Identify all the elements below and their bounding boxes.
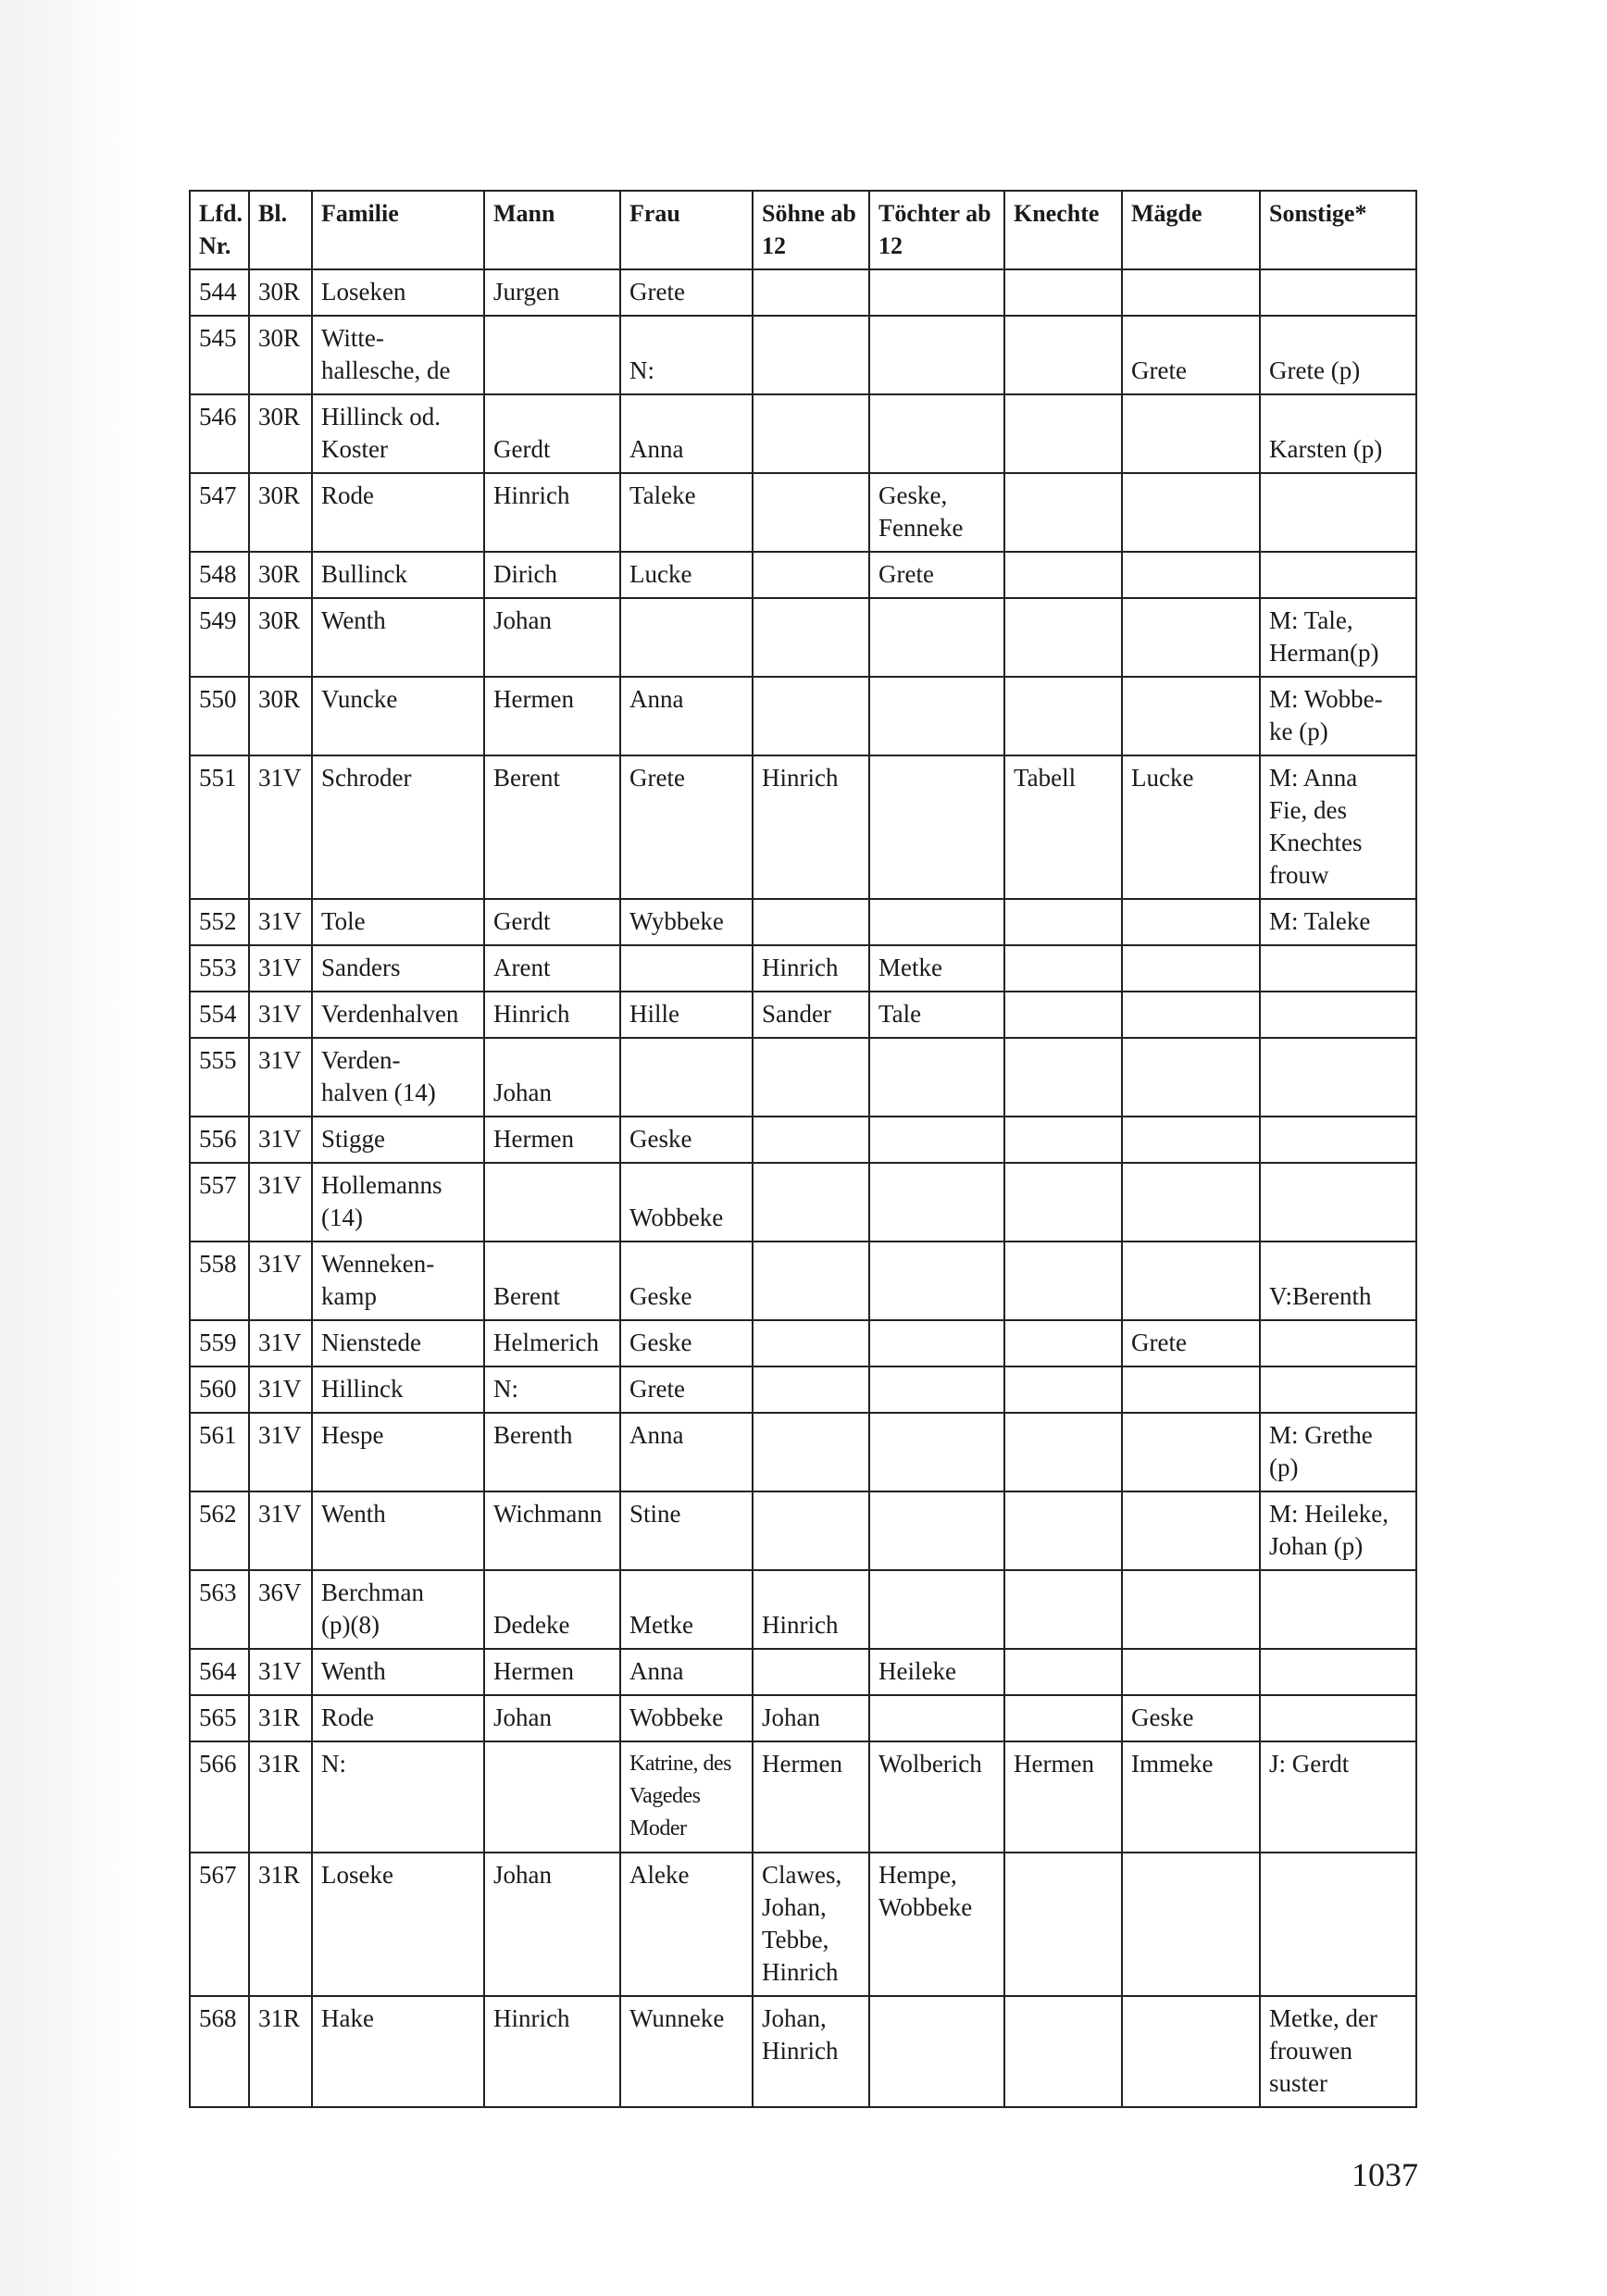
cell-bl: 31R bbox=[249, 1741, 312, 1853]
cell-soehne bbox=[753, 677, 869, 755]
header-lfd-nr: Lfd. Nr. bbox=[190, 191, 249, 269]
cell-maegde: Immeke bbox=[1122, 1741, 1260, 1853]
cell-bl: 30R bbox=[249, 316, 312, 394]
cell-mann: Dirich bbox=[484, 552, 620, 598]
cell-sonstige: M: Heileke, Johan (p) bbox=[1260, 1491, 1416, 1570]
cell-toechter bbox=[869, 1996, 1004, 2107]
cell-toechter bbox=[869, 1491, 1004, 1570]
cell-bl: 30R bbox=[249, 473, 312, 552]
cell-toechter: Geske, Fenneke bbox=[869, 473, 1004, 552]
table-row bbox=[190, 1649, 1416, 1695]
table-row bbox=[190, 1366, 1416, 1413]
cell-frau: Lucke bbox=[620, 552, 753, 598]
cell-familie: Verdenhalven bbox=[312, 992, 484, 1038]
cell-familie: Berchman (p)(8) bbox=[312, 1570, 484, 1649]
cell-familie: Bullinck bbox=[312, 552, 484, 598]
cell-maegde bbox=[1122, 1038, 1260, 1117]
cell-bl: 30R bbox=[249, 394, 312, 473]
page-number: 1037 bbox=[1352, 2156, 1418, 2193]
cell-lfd-nr: 546 bbox=[190, 394, 249, 473]
household-register-table bbox=[189, 190, 1417, 2108]
cell-sonstige bbox=[1260, 1649, 1416, 1695]
cell-toechter bbox=[869, 269, 1004, 316]
cell-bl: 36V bbox=[249, 1570, 312, 1649]
cell-familie: Hillinck od. Koster bbox=[312, 394, 484, 473]
cell-maegde bbox=[1122, 1853, 1260, 1996]
cell-bl: 31V bbox=[249, 1366, 312, 1413]
cell-sonstige: M: Grethe (p) bbox=[1260, 1413, 1416, 1491]
cell-frau: N: bbox=[620, 316, 753, 394]
cell-maegde: Lucke bbox=[1122, 755, 1260, 899]
cell-maegde bbox=[1122, 1996, 1260, 2107]
cell-maegde bbox=[1122, 992, 1260, 1038]
cell-mann bbox=[484, 316, 620, 394]
cell-knechte bbox=[1004, 1038, 1122, 1117]
cell-frau bbox=[620, 945, 753, 992]
cell-frau: Anna bbox=[620, 1649, 753, 1695]
cell-bl: 30R bbox=[249, 598, 312, 677]
cell-maegde bbox=[1122, 945, 1260, 992]
cell-soehne: Hinrich bbox=[753, 1570, 869, 1649]
cell-mann: Johan bbox=[484, 598, 620, 677]
table-row bbox=[190, 1320, 1416, 1366]
table-header-row bbox=[190, 191, 1416, 269]
cell-soehne bbox=[753, 473, 869, 552]
cell-lfd-nr: 544 bbox=[190, 269, 249, 316]
cell-soehne: Hinrich bbox=[753, 755, 869, 899]
table-row bbox=[190, 1996, 1416, 2107]
table-row bbox=[190, 473, 1416, 552]
table-row bbox=[190, 899, 1416, 945]
cell-mann bbox=[484, 1741, 620, 1853]
cell-soehne bbox=[753, 394, 869, 473]
table-row bbox=[190, 316, 1416, 394]
cell-maegde bbox=[1122, 1242, 1260, 1320]
cell-lfd-nr: 549 bbox=[190, 598, 249, 677]
cell-soehne bbox=[753, 1242, 869, 1320]
table-row bbox=[190, 1413, 1416, 1491]
cell-lfd-nr: 566 bbox=[190, 1741, 249, 1853]
cell-soehne: Johan, Hinrich bbox=[753, 1996, 869, 2107]
cell-knechte bbox=[1004, 1242, 1122, 1320]
cell-frau: Aleke bbox=[620, 1853, 753, 1996]
table-row bbox=[190, 1117, 1416, 1163]
cell-familie: Loseken bbox=[312, 269, 484, 316]
cell-soehne bbox=[753, 269, 869, 316]
header-familie: Familie bbox=[312, 191, 484, 269]
cell-frau: Metke bbox=[620, 1570, 753, 1649]
table-row bbox=[190, 598, 1416, 677]
header-frau: Frau bbox=[620, 191, 753, 269]
header-toechter: Töchter ab 12 bbox=[869, 191, 1004, 269]
cell-frau: Anna bbox=[620, 677, 753, 755]
cell-bl: 31V bbox=[249, 1649, 312, 1695]
cell-lfd-nr: 554 bbox=[190, 992, 249, 1038]
cell-sonstige: Karsten (p) bbox=[1260, 394, 1416, 473]
header-knechte: Knechte bbox=[1004, 191, 1122, 269]
cell-lfd-nr: 558 bbox=[190, 1242, 249, 1320]
cell-frau: Taleke bbox=[620, 473, 753, 552]
cell-sonstige: J: Gerdt bbox=[1260, 1741, 1416, 1853]
cell-frau bbox=[620, 598, 753, 677]
cell-toechter bbox=[869, 1570, 1004, 1649]
cell-sonstige bbox=[1260, 945, 1416, 992]
cell-familie: Wenneken- kamp bbox=[312, 1242, 484, 1320]
cell-mann: Hinrich bbox=[484, 473, 620, 552]
table-row bbox=[190, 755, 1416, 899]
cell-frau: Grete bbox=[620, 269, 753, 316]
cell-toechter: Wolberich bbox=[869, 1741, 1004, 1853]
cell-maegde bbox=[1122, 269, 1260, 316]
cell-bl: 31R bbox=[249, 1996, 312, 2107]
cell-sonstige bbox=[1260, 269, 1416, 316]
header-mann: Mann bbox=[484, 191, 620, 269]
cell-maegde bbox=[1122, 1117, 1260, 1163]
cell-maegde: Grete bbox=[1122, 316, 1260, 394]
page-edge-shadow bbox=[0, 0, 139, 2296]
cell-soehne bbox=[753, 1649, 869, 1695]
cell-maegde bbox=[1122, 552, 1260, 598]
cell-sonstige bbox=[1260, 1695, 1416, 1741]
cell-lfd-nr: 560 bbox=[190, 1366, 249, 1413]
table-row bbox=[190, 394, 1416, 473]
table-row bbox=[190, 269, 1416, 316]
cell-bl: 31V bbox=[249, 1491, 312, 1570]
cell-toechter bbox=[869, 899, 1004, 945]
cell-sonstige bbox=[1260, 1366, 1416, 1413]
cell-sonstige bbox=[1260, 1853, 1416, 1996]
cell-familie: Hollemanns (14) bbox=[312, 1163, 484, 1242]
cell-mann bbox=[484, 1163, 620, 1242]
cell-mann: N: bbox=[484, 1366, 620, 1413]
cell-soehne: Sander bbox=[753, 992, 869, 1038]
cell-bl: 30R bbox=[249, 677, 312, 755]
cell-sonstige bbox=[1260, 1117, 1416, 1163]
cell-knechte bbox=[1004, 1695, 1122, 1741]
cell-frau: Anna bbox=[620, 1413, 753, 1491]
cell-soehne bbox=[753, 598, 869, 677]
cell-familie: Hillinck bbox=[312, 1366, 484, 1413]
cell-knechte bbox=[1004, 1320, 1122, 1366]
table-row bbox=[190, 1741, 1416, 1853]
cell-frau: Stine bbox=[620, 1491, 753, 1570]
cell-mann: Johan bbox=[484, 1038, 620, 1117]
cell-familie: Tole bbox=[312, 899, 484, 945]
cell-knechte bbox=[1004, 1996, 1122, 2107]
table-row bbox=[190, 677, 1416, 755]
cell-lfd-nr: 556 bbox=[190, 1117, 249, 1163]
cell-familie: Wenth bbox=[312, 1649, 484, 1695]
cell-bl: 31V bbox=[249, 899, 312, 945]
cell-toechter bbox=[869, 1117, 1004, 1163]
cell-toechter bbox=[869, 1163, 1004, 1242]
cell-knechte bbox=[1004, 1117, 1122, 1163]
cell-lfd-nr: 550 bbox=[190, 677, 249, 755]
cell-maegde bbox=[1122, 1163, 1260, 1242]
cell-familie: N: bbox=[312, 1741, 484, 1853]
cell-bl: 31V bbox=[249, 1038, 312, 1117]
cell-knechte bbox=[1004, 473, 1122, 552]
cell-frau bbox=[620, 1038, 753, 1117]
table-row bbox=[190, 1570, 1416, 1649]
cell-maegde bbox=[1122, 473, 1260, 552]
cell-familie: Schroder bbox=[312, 755, 484, 899]
cell-sonstige bbox=[1260, 473, 1416, 552]
cell-knechte bbox=[1004, 899, 1122, 945]
cell-maegde bbox=[1122, 677, 1260, 755]
cell-bl: 31R bbox=[249, 1695, 312, 1741]
cell-frau: Geske bbox=[620, 1320, 753, 1366]
cell-soehne bbox=[753, 1366, 869, 1413]
cell-mann: Helmerich bbox=[484, 1320, 620, 1366]
cell-soehne bbox=[753, 1413, 869, 1491]
table-row bbox=[190, 1695, 1416, 1741]
cell-bl: 31V bbox=[249, 992, 312, 1038]
cell-knechte bbox=[1004, 945, 1122, 992]
cell-sonstige: M: Tale, Herman(p) bbox=[1260, 598, 1416, 677]
cell-lfd-nr: 552 bbox=[190, 899, 249, 945]
table-row bbox=[190, 1491, 1416, 1570]
cell-knechte bbox=[1004, 552, 1122, 598]
cell-familie: Sanders bbox=[312, 945, 484, 992]
cell-frau: Geske bbox=[620, 1242, 753, 1320]
cell-sonstige bbox=[1260, 992, 1416, 1038]
cell-mann: Hermen bbox=[484, 1117, 620, 1163]
cell-soehne: Hinrich bbox=[753, 945, 869, 992]
cell-soehne bbox=[753, 552, 869, 598]
cell-lfd-nr: 559 bbox=[190, 1320, 249, 1366]
cell-knechte bbox=[1004, 269, 1122, 316]
cell-maegde bbox=[1122, 1413, 1260, 1491]
cell-knechte bbox=[1004, 1570, 1122, 1649]
cell-toechter bbox=[869, 1413, 1004, 1491]
cell-soehne bbox=[753, 899, 869, 945]
cell-sonstige: M: Anna Fie, des Knechtes frouw bbox=[1260, 755, 1416, 899]
cell-lfd-nr: 564 bbox=[190, 1649, 249, 1695]
cell-frau: Wobbeke bbox=[620, 1695, 753, 1741]
cell-toechter bbox=[869, 1242, 1004, 1320]
cell-sonstige bbox=[1260, 552, 1416, 598]
cell-mann: Jurgen bbox=[484, 269, 620, 316]
cell-mann: Dedeke bbox=[484, 1570, 620, 1649]
cell-knechte bbox=[1004, 1413, 1122, 1491]
cell-frau: Grete bbox=[620, 1366, 753, 1413]
cell-lfd-nr: 561 bbox=[190, 1413, 249, 1491]
cell-familie: Wenth bbox=[312, 598, 484, 677]
cell-familie: Hespe bbox=[312, 1413, 484, 1491]
cell-toechter bbox=[869, 677, 1004, 755]
cell-soehne bbox=[753, 1117, 869, 1163]
cell-toechter: Metke bbox=[869, 945, 1004, 992]
cell-lfd-nr: 563 bbox=[190, 1570, 249, 1649]
cell-frau: Geske bbox=[620, 1117, 753, 1163]
cell-mann: Berent bbox=[484, 1242, 620, 1320]
cell-lfd-nr: 545 bbox=[190, 316, 249, 394]
cell-maegde bbox=[1122, 394, 1260, 473]
cell-maegde bbox=[1122, 1366, 1260, 1413]
cell-frau: Wunneke bbox=[620, 1996, 753, 2107]
cell-knechte bbox=[1004, 316, 1122, 394]
table-row bbox=[190, 1242, 1416, 1320]
header-soehne: Söhne ab 12 bbox=[753, 191, 869, 269]
table-body bbox=[190, 269, 1416, 2107]
cell-toechter bbox=[869, 316, 1004, 394]
table-row bbox=[190, 1853, 1416, 1996]
table-row bbox=[190, 552, 1416, 598]
cell-toechter bbox=[869, 1366, 1004, 1413]
cell-knechte bbox=[1004, 1649, 1122, 1695]
cell-sonstige: Grete (p) bbox=[1260, 316, 1416, 394]
table-row bbox=[190, 992, 1416, 1038]
cell-lfd-nr: 568 bbox=[190, 1996, 249, 2107]
cell-maegde bbox=[1122, 1649, 1260, 1695]
cell-frau: Grete bbox=[620, 755, 753, 899]
cell-frau: Hille bbox=[620, 992, 753, 1038]
cell-bl: 31V bbox=[249, 1320, 312, 1366]
cell-mann: Hinrich bbox=[484, 1996, 620, 2107]
cell-familie: Witte- hallesche, de bbox=[312, 316, 484, 394]
cell-toechter bbox=[869, 755, 1004, 899]
cell-knechte: Hermen bbox=[1004, 1741, 1122, 1853]
cell-lfd-nr: 551 bbox=[190, 755, 249, 899]
cell-soehne bbox=[753, 1038, 869, 1117]
cell-mann: Johan bbox=[484, 1853, 620, 1996]
cell-maegde: Geske bbox=[1122, 1695, 1260, 1741]
cell-mann: Arent bbox=[484, 945, 620, 992]
cell-maegde bbox=[1122, 899, 1260, 945]
cell-familie: Rode bbox=[312, 473, 484, 552]
cell-bl: 30R bbox=[249, 552, 312, 598]
cell-familie: Loseke bbox=[312, 1853, 484, 1996]
cell-frau: Wobbeke bbox=[620, 1163, 753, 1242]
cell-knechte bbox=[1004, 1853, 1122, 1996]
cell-mann: Berenth bbox=[484, 1413, 620, 1491]
cell-toechter bbox=[869, 1320, 1004, 1366]
cell-sonstige: V:Berenth bbox=[1260, 1242, 1416, 1320]
cell-bl: 31R bbox=[249, 1853, 312, 1996]
cell-sonstige bbox=[1260, 1038, 1416, 1117]
cell-bl: 30R bbox=[249, 269, 312, 316]
cell-toechter: Hempe, Wobbeke bbox=[869, 1853, 1004, 1996]
cell-soehne bbox=[753, 1491, 869, 1570]
cell-lfd-nr: 548 bbox=[190, 552, 249, 598]
cell-soehne: Hermen bbox=[753, 1741, 869, 1853]
cell-sonstige: M: Wobbe- ke (p) bbox=[1260, 677, 1416, 755]
cell-lfd-nr: 557 bbox=[190, 1163, 249, 1242]
cell-mann: Hinrich bbox=[484, 992, 620, 1038]
cell-toechter: Grete bbox=[869, 552, 1004, 598]
cell-soehne bbox=[753, 1163, 869, 1242]
cell-maegde: Grete bbox=[1122, 1320, 1260, 1366]
cell-familie: Wenth bbox=[312, 1491, 484, 1570]
cell-mann: Johan bbox=[484, 1695, 620, 1741]
cell-toechter bbox=[869, 598, 1004, 677]
cell-soehne bbox=[753, 1320, 869, 1366]
cell-frau: Anna bbox=[620, 394, 753, 473]
cell-bl: 31V bbox=[249, 1413, 312, 1491]
cell-toechter bbox=[869, 394, 1004, 473]
cell-bl: 31V bbox=[249, 945, 312, 992]
cell-mann: Hermen bbox=[484, 1649, 620, 1695]
header-bl: Bl. bbox=[249, 191, 312, 269]
table-row bbox=[190, 1038, 1416, 1117]
cell-toechter bbox=[869, 1695, 1004, 1741]
cell-maegde bbox=[1122, 1491, 1260, 1570]
table-row bbox=[190, 945, 1416, 992]
cell-soehne: Clawes, Johan, Tebbe, Hinrich bbox=[753, 1853, 869, 1996]
cell-familie: Rode bbox=[312, 1695, 484, 1741]
cell-sonstige bbox=[1260, 1570, 1416, 1649]
cell-knechte bbox=[1004, 1366, 1122, 1413]
cell-maegde bbox=[1122, 598, 1260, 677]
cell-frau: Wybbeke bbox=[620, 899, 753, 945]
cell-knechte bbox=[1004, 1491, 1122, 1570]
cell-lfd-nr: 567 bbox=[190, 1853, 249, 1996]
cell-lfd-nr: 565 bbox=[190, 1695, 249, 1741]
cell-mann: Gerdt bbox=[484, 899, 620, 945]
cell-sonstige bbox=[1260, 1320, 1416, 1366]
cell-lfd-nr: 555 bbox=[190, 1038, 249, 1117]
cell-bl: 31V bbox=[249, 755, 312, 899]
header-sonstige: Sonstige* bbox=[1260, 191, 1416, 269]
cell-toechter: Tale bbox=[869, 992, 1004, 1038]
cell-familie: Stigge bbox=[312, 1117, 484, 1163]
cell-mann: Hermen bbox=[484, 677, 620, 755]
cell-lfd-nr: 547 bbox=[190, 473, 249, 552]
cell-soehne: Johan bbox=[753, 1695, 869, 1741]
cell-sonstige: Metke, der frouwen suster bbox=[1260, 1996, 1416, 2107]
cell-familie: Hake bbox=[312, 1996, 484, 2107]
table-row bbox=[190, 1163, 1416, 1242]
cell-knechte: Tabell bbox=[1004, 755, 1122, 899]
cell-soehne bbox=[753, 316, 869, 394]
cell-lfd-nr: 553 bbox=[190, 945, 249, 992]
cell-toechter bbox=[869, 1038, 1004, 1117]
header-maegde: Mägde bbox=[1122, 191, 1260, 269]
cell-familie: Vuncke bbox=[312, 677, 484, 755]
cell-bl: 31V bbox=[249, 1117, 312, 1163]
cell-knechte bbox=[1004, 598, 1122, 677]
cell-bl: 31V bbox=[249, 1163, 312, 1242]
cell-knechte bbox=[1004, 677, 1122, 755]
cell-mann: Gerdt bbox=[484, 394, 620, 473]
cell-familie: Verden- halven (14) bbox=[312, 1038, 484, 1117]
cell-maegde bbox=[1122, 1570, 1260, 1649]
cell-sonstige: M: Taleke bbox=[1260, 899, 1416, 945]
cell-knechte bbox=[1004, 992, 1122, 1038]
cell-mann: Wichmann bbox=[484, 1491, 620, 1570]
cell-lfd-nr: 562 bbox=[190, 1491, 249, 1570]
cell-toechter: Heileke bbox=[869, 1649, 1004, 1695]
cell-frau: Katrine, des Vagedes Moder bbox=[620, 1741, 753, 1853]
cell-bl: 31V bbox=[249, 1242, 312, 1320]
cell-sonstige bbox=[1260, 1163, 1416, 1242]
cell-mann: Berent bbox=[484, 755, 620, 899]
cell-familie: Nienstede bbox=[312, 1320, 484, 1366]
cell-knechte bbox=[1004, 1163, 1122, 1242]
cell-knechte bbox=[1004, 394, 1122, 473]
